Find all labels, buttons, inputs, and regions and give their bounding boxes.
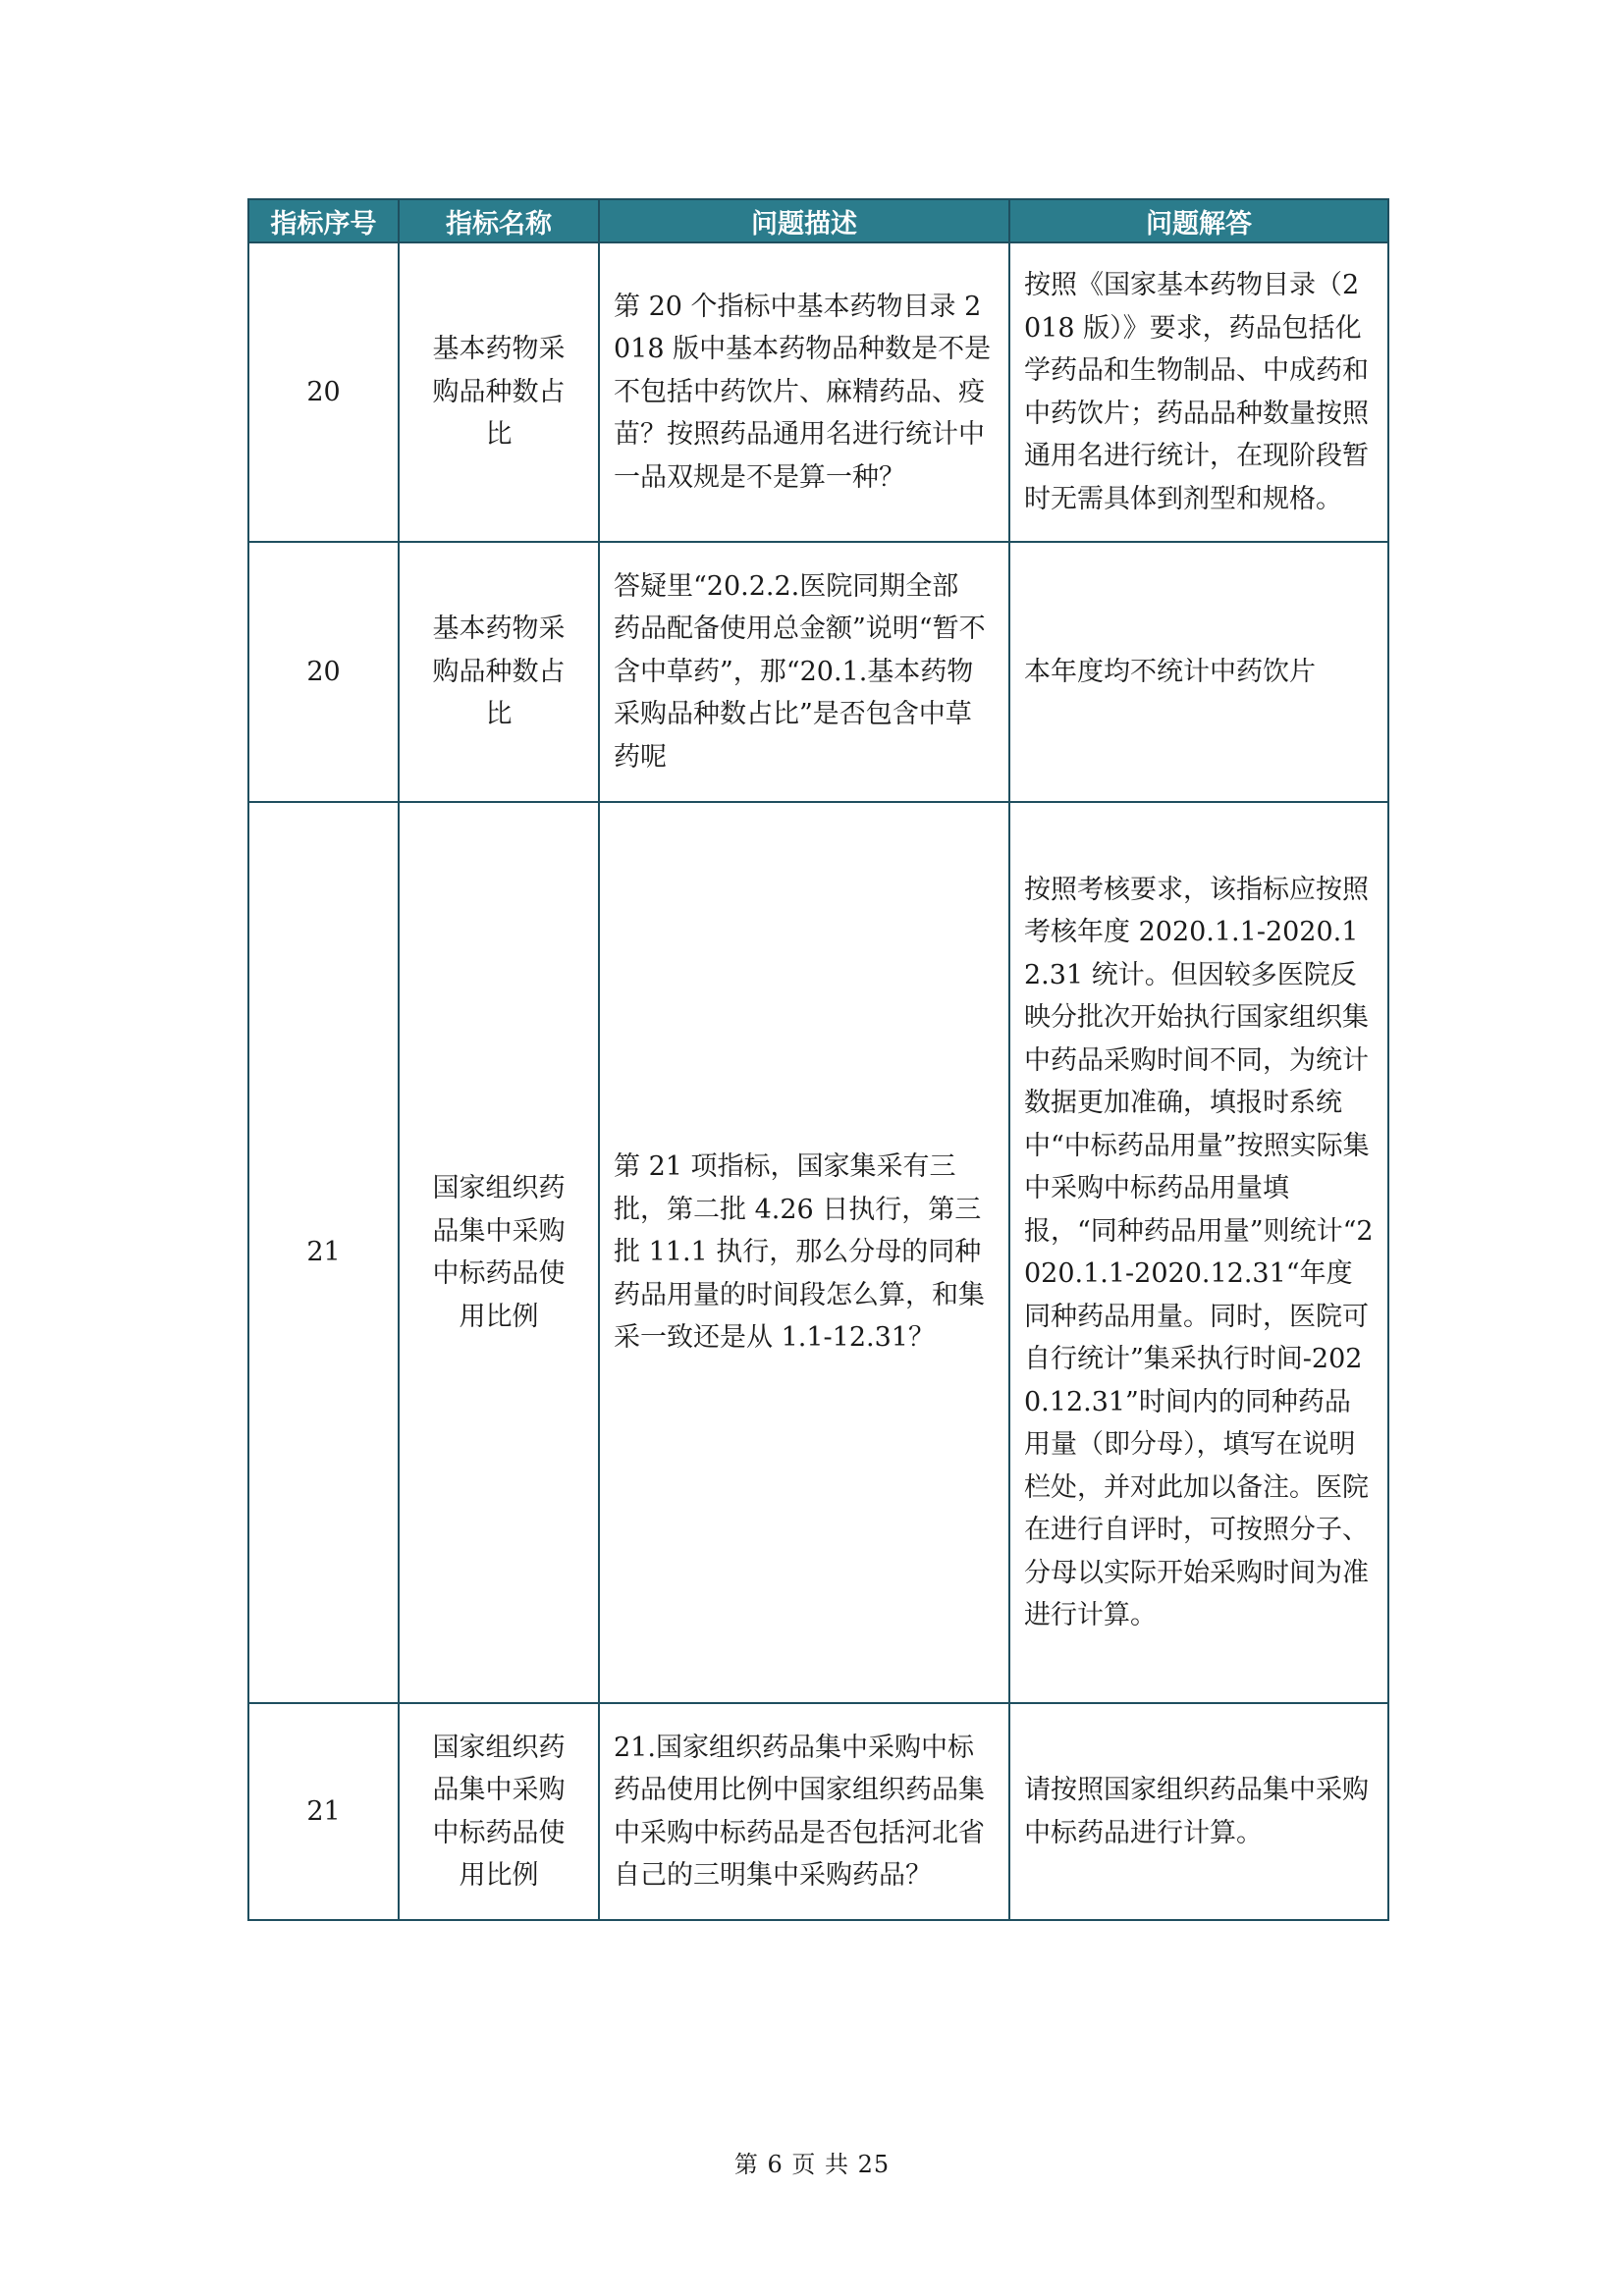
page-number: 第 6 页 共 25 [733,2151,891,2178]
row-indicator-name: 国家组织药品集中采购中标药品使用比例 [399,1703,599,1920]
row-question: 第 20 个指标中基本药物目录 2018 版中基本药物品种数是不是不包括中药饮片、麻精药品、疫苗？按照药品通用名进行统计中一品双规是不是算一种？ [599,242,1009,542]
row-index: 21 [248,802,399,1703]
row-answer: 请按照国家组织药品集中采购中标药品进行计算。 [1009,1703,1388,1920]
row-answer: 按照考核要求，该指标应按照考核年度 2020.1.1-2020.12.31 统计。但因较多医院反映分批次开始执行国家组织集中药品采购时间不同，为统计数据更加准确，填报时系统中“中标药品用量”按照实际集中采购中标药品用量填报，“同种药品用量”则统计“2020.1.1-2020.12.31“年度同种药品用量。同时，医院可自行统计”集采执行时间-2020.12.31”时间内的同种药品用量（即分母），填写在说明栏处，并对此加以备注。医院在进行自评时，可按照分子、分母以实际开始采购时间为准进行计算。 [1009,802,1388,1703]
table-header-row [248,199,1388,242]
header-question: 问题描述 [599,199,1009,242]
row-indicator-name: 基本药物采购品种数占比 [399,242,599,542]
row-indicator-name: 基本药物采购品种数占比 [399,542,599,802]
table-row [248,242,1388,542]
row-question: 第 21 项指标，国家集采有三批，第二批 4.26 日执行，第三批 11.1 执行，那么分母的同种药品用量的时间段怎么算，和集采一致还是从 1.1-12.31？ [599,802,1009,1703]
table-row [248,1703,1388,1920]
table-row [248,802,1388,1703]
row-question: 21.国家组织药品集中采购中标药品使用比例中国家组织药品集中采购中标药品是否包括河北省自己的三明集中采购药品？ [599,1703,1009,1920]
row-question: 答疑里“20.2.2.医院同期全部 药品配备使用总金额”说明“暂不含中草药”，那“20.1.基本药物采购品种数占比”是否包含中草药呢 [599,542,1009,802]
header-index: 指标序号 [248,199,399,242]
header-answer: 问题解答 [1009,199,1388,242]
header-name: 指标名称 [399,199,599,242]
row-answer: 按照《国家基本药物目录（2018 版）》要求，药品包括化学药品和生物制品、中成药和中药饮片；药品品种数量按照通用名进行统计，在现阶段暂时无需具体到剂型和规格。 [1009,242,1388,542]
row-index: 20 [248,242,399,542]
row-indicator-name: 国家组织药品集中采购中标药品使用比例 [399,802,599,1703]
row-index: 20 [248,542,399,802]
row-answer: 本年度均不统计中药饮片 [1009,542,1388,802]
table-row [248,542,1388,802]
qa-table [247,198,1389,1921]
row-index: 21 [248,1703,399,1920]
